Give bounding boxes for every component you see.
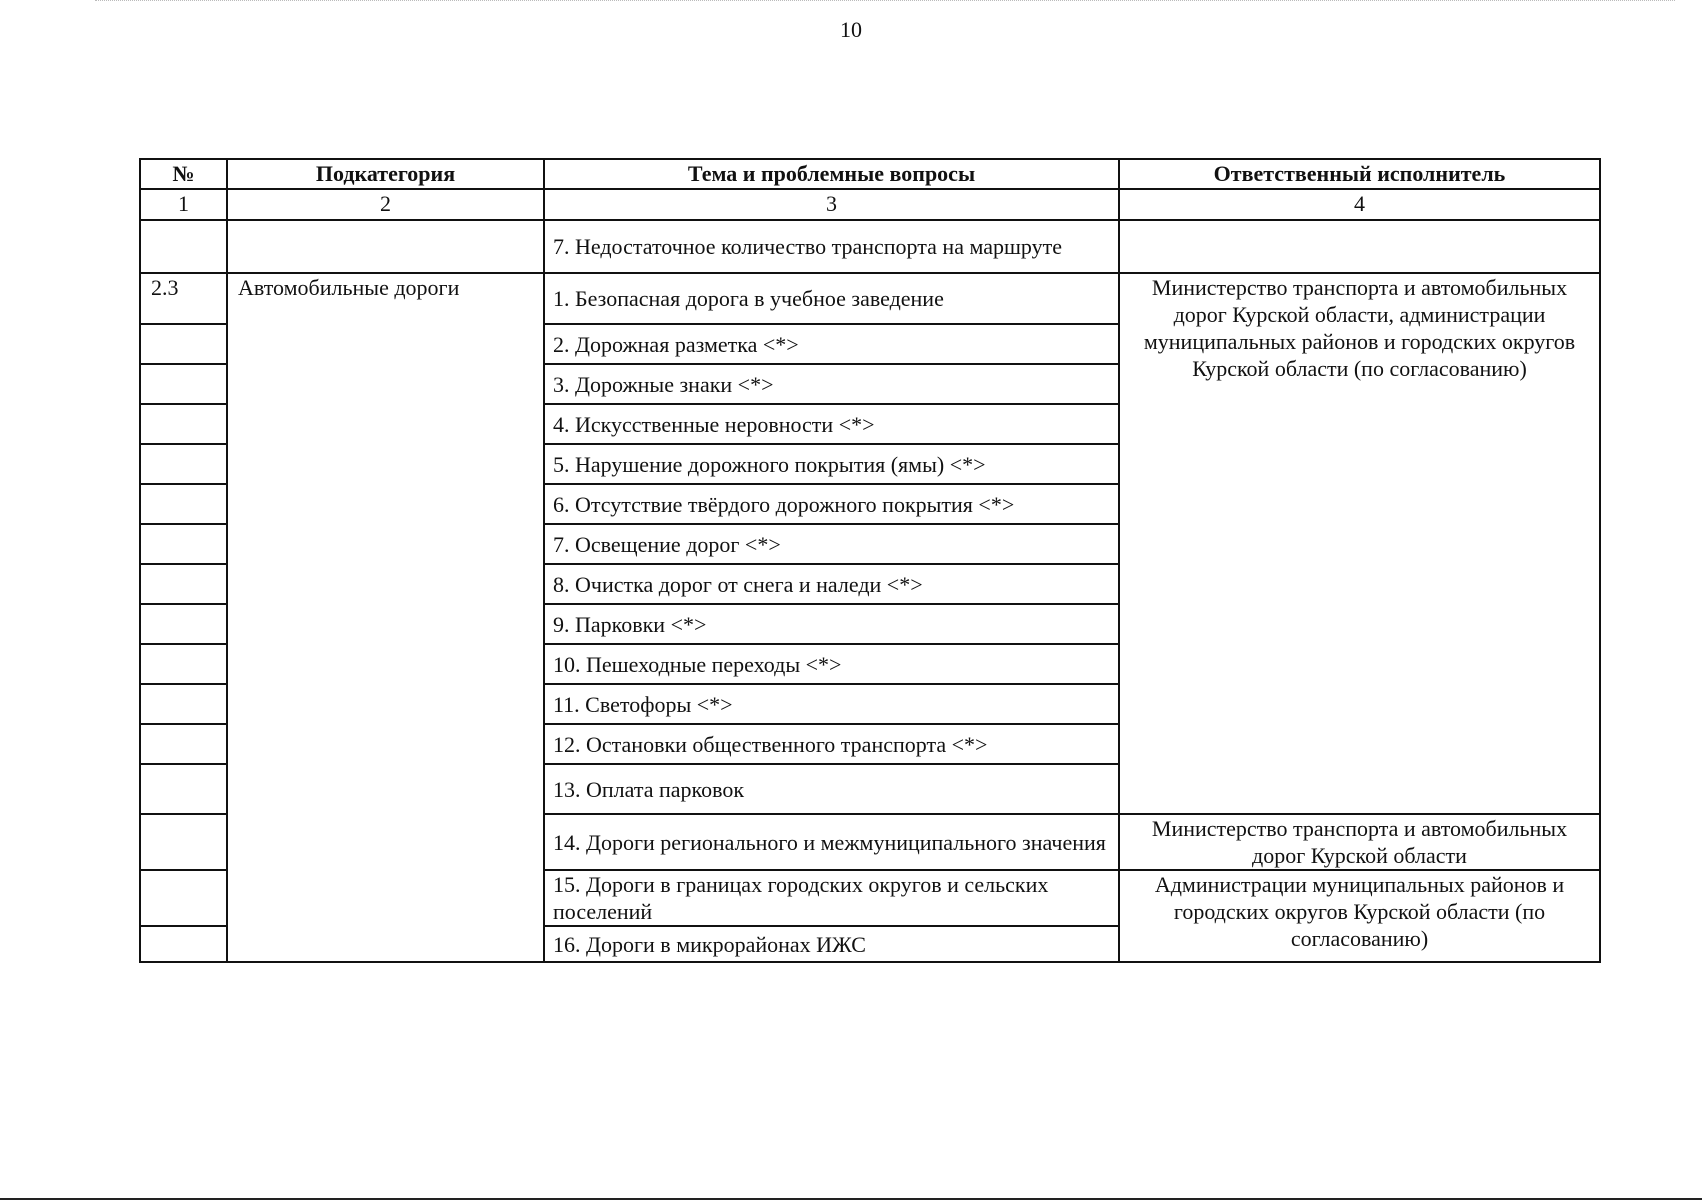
number-cell [140, 220, 227, 273]
number-cell [140, 764, 227, 814]
column-number-1: 1 [140, 189, 227, 220]
number-cell [140, 684, 227, 724]
number-cell [140, 814, 227, 870]
number-cell [140, 870, 227, 926]
executor-cell: Министерство транспорта и автомобильных дорог Курской области, администрации муниципальных районов и городских округов Курской области (по согласованию) [1119, 273, 1600, 814]
topic-cell: 7. Недостаточное количество транспорта на маршруте [544, 220, 1119, 273]
number-cell [140, 724, 227, 764]
header-topic: Тема и проблемные вопросы [544, 159, 1119, 189]
table-row [140, 273, 1600, 324]
section-subcategory: Автомобильные дороги [227, 273, 544, 962]
topic-cell: 6. Отсутствие твёрдого дорожного покрытия <*> [544, 484, 1119, 524]
topic-cell: 3. Дорожные знаки <*> [544, 364, 1119, 404]
number-cell [140, 926, 227, 962]
header-row [140, 159, 1600, 189]
topic-cell: 7. Освещение дорог <*> [544, 524, 1119, 564]
number-cell [140, 564, 227, 604]
column-number-2: 2 [227, 189, 544, 220]
executor-cell: Администрации муниципальных районов и городских округов Курской области (по согласованию) [1119, 870, 1600, 962]
topic-cell: 1. Безопасная дорога в учебное заведение [544, 273, 1119, 324]
topics-table [139, 158, 1601, 963]
number-cell [140, 644, 227, 684]
executor-cell [1119, 220, 1600, 273]
table-row [140, 220, 1600, 273]
topic-cell: 16. Дороги в микрорайонах ИЖС [544, 926, 1119, 962]
topic-cell: 4. Искусственные неровности <*> [544, 404, 1119, 444]
column-number-row [140, 189, 1600, 220]
topic-cell: 11. Светофоры <*> [544, 684, 1119, 724]
executor-cell: Министерство транспорта и автомобильных дорог Курской области [1119, 814, 1600, 870]
topic-cell: 15. Дороги в границах городских округов и сельских поселений [544, 870, 1119, 926]
number-cell [140, 444, 227, 484]
number-cell [140, 324, 227, 364]
header-executor: Ответственный исполнитель [1119, 159, 1600, 189]
number-cell [140, 604, 227, 644]
number-cell [140, 404, 227, 444]
page-number: 10 [840, 17, 862, 42]
topic-cell: 14. Дороги регионального и межмуниципального значения [544, 814, 1119, 870]
topic-cell: 13. Оплата парковок [544, 764, 1119, 814]
number-cell [140, 364, 227, 404]
column-number-4: 4 [1119, 189, 1600, 220]
column-number-3: 3 [544, 189, 1119, 220]
topic-cell: 8. Очистка дорог от снега и наледи <*> [544, 564, 1119, 604]
number-cell [140, 524, 227, 564]
topic-cell: 2. Дорожная разметка <*> [544, 324, 1119, 364]
topic-cell: 9. Парковки <*> [544, 604, 1119, 644]
header-subcategory: Подкатегория [227, 159, 544, 189]
header-number: № [140, 159, 227, 189]
top-edge-line [95, 0, 1675, 1]
topic-cell: 5. Нарушение дорожного покрытия (ямы) <*> [544, 444, 1119, 484]
topic-cell: 10. Пешеходные переходы <*> [544, 644, 1119, 684]
topic-cell: 12. Остановки общественного транспорта <*> [544, 724, 1119, 764]
number-cell [140, 484, 227, 524]
section-number: 2.3 [140, 273, 227, 324]
subcategory-cell [227, 220, 544, 273]
